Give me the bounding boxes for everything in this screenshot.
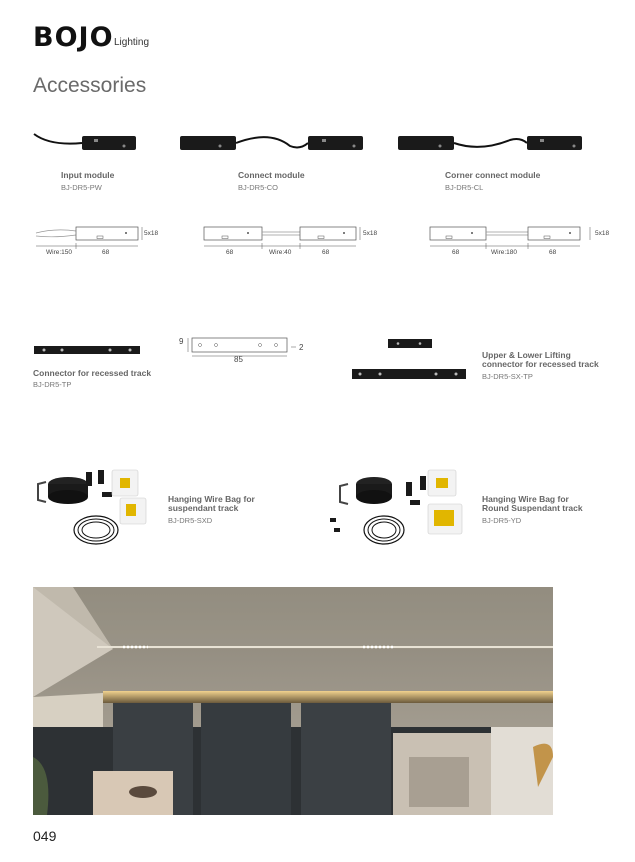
product-name: Connect module: [238, 170, 305, 180]
product-name: connector for recessed track: [482, 359, 599, 369]
product-name: Corner connect module: [445, 170, 541, 180]
brand-logo: BOJO: [33, 22, 114, 53]
product-code: BJ-DR5-SX-TP: [482, 372, 533, 381]
dim-label: 68: [549, 249, 557, 256]
product-code: BJ-DR5-SXD: [168, 516, 213, 525]
dim-label: 5x18: [363, 230, 378, 237]
product-name: Input module: [61, 170, 115, 180]
dim-label: Wire:150: [46, 249, 73, 256]
dim-label: 85: [234, 355, 243, 364]
product-name: Hanging Wire Bag for: [482, 494, 569, 504]
dim-label: 2: [299, 343, 304, 352]
dim-label: Wire:40: [269, 249, 292, 256]
product-name: Upper & Lower Lifting: [482, 350, 571, 360]
dim-label: Wire:180: [491, 249, 518, 256]
dim-label: 68: [226, 249, 234, 256]
brand-sub: Lighting: [114, 37, 150, 48]
section-title: Accessories: [33, 74, 147, 97]
dim-label: 9: [179, 337, 184, 346]
product-code: BJ-DR5-CL: [445, 183, 484, 192]
product-code: BJ-DR5-CO: [238, 183, 279, 192]
interior-photo: [33, 587, 553, 815]
product-code: BJ-DR5-YD: [482, 516, 522, 525]
dim-label: 68: [452, 249, 460, 256]
page-number: 049: [33, 828, 57, 844]
product-name: Round Suspendant track: [482, 503, 583, 513]
product-code: BJ-DR5-TP: [33, 380, 72, 389]
dim-label: 68: [322, 249, 330, 256]
product-name: Hanging Wire Bag for: [168, 494, 255, 504]
product-name: Connector for recessed track: [33, 368, 152, 378]
dim-label: 68: [102, 249, 110, 256]
product-name: suspendant track: [168, 503, 239, 513]
dim-label: 5x18: [595, 230, 610, 237]
dim-label: 5x18: [144, 230, 159, 237]
product-code: BJ-DR5-PW: [61, 183, 102, 192]
